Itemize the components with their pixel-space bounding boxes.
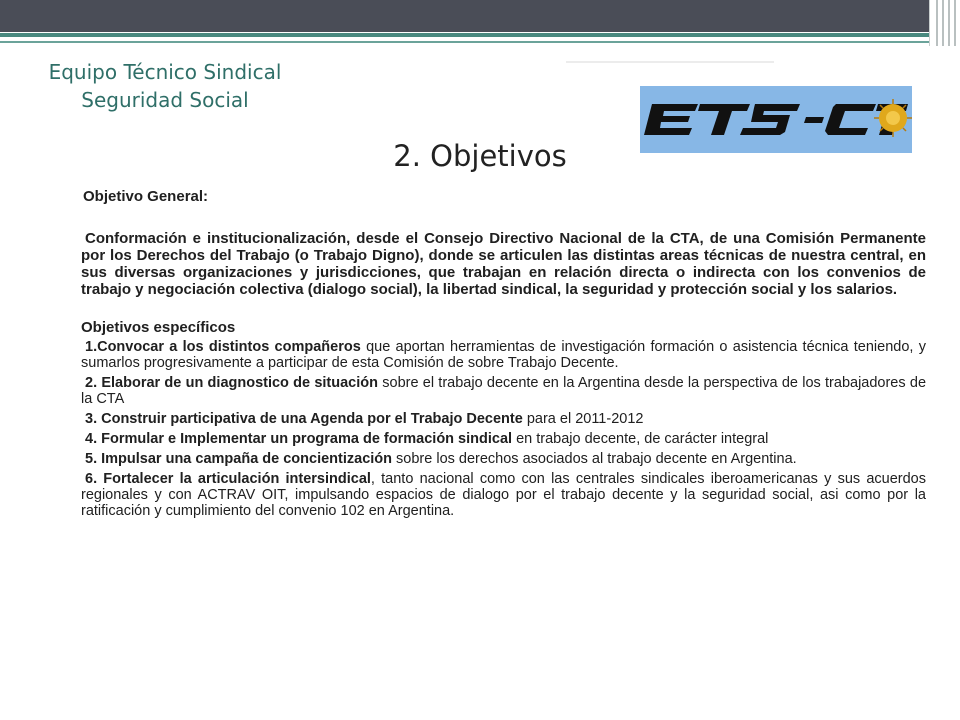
list-item [81, 375, 926, 407]
objective-detail: sobre los derechos asociados al trabajo decente en Argentina. [392, 451, 797, 467]
top-accent-line [0, 33, 960, 37]
general-objective-heading: Objetivo General: [83, 188, 209, 205]
objective-lead: 6. Fortalecer la articulación intersindical [85, 471, 371, 487]
specific-objectives-list [81, 339, 926, 519]
slide-title: 2. Objetivos [393, 139, 567, 173]
organization-name: Equipo Técnico Sindical [48, 60, 282, 84]
objective-detail: en trabajo decente, de carácter integral [512, 431, 769, 447]
objective-detail: sobre el trabajo decente en la Argentina desde la perspectiva de los trabajadores de la CTA [81, 375, 927, 407]
decorative-white-bar [570, 43, 888, 46]
objective-detail: , tanto nacional como con las centrales sindicales iberoamericanas y sus acuerdos regionales y con ACTRAV OIT, impulsando espacios de dialogo por el trabajo decente y la seguridad social, asi como por la ratificación y cumplimiento del convenio 102 en Argentina. [81, 471, 926, 519]
list-item [81, 339, 926, 371]
objective-lead: 5. Impulsar una campaña de concientización [85, 451, 393, 467]
list-item [81, 411, 926, 427]
organization-area: Seguridad Social [81, 88, 249, 112]
objective-lead: 1.Convocar a los distintos compañeros [85, 339, 361, 355]
top-bar [0, 0, 960, 32]
list-item [81, 451, 926, 467]
objective-detail: que aportan herramientas de investigación formación o asistencia técnica teniendo, y sumarlos progresivamente a participar de esta Comisión de sobre Trabajo Decente. [81, 339, 926, 371]
specific-objectives-heading: Objetivos específicos [81, 319, 236, 336]
list-item [81, 471, 926, 519]
objective-lead: 4. Formular e Implementar un programa de formación sindical [85, 431, 513, 447]
list-item [81, 431, 926, 447]
objective-lead: 2. Elaborar de un diagnostico de situación [85, 375, 378, 391]
decorative-line [566, 61, 774, 63]
slide-body [81, 188, 926, 519]
objective-lead: 3. Construir participativa de una Agenda por el Trabajo Decente [85, 411, 523, 427]
general-objective-text: Conformación e institucionalización, desde el Consejo Directivo Nacional de la CTA, de una Comisión Permanente por los Derechos del Trabajo (o Trabajo Digno), donde se articulen las distintas areas técnicas de nuestra central, en sus diversas organizaciones y jurisdicciones, que trabajan en relación directa o indirecta con los convenios de trabajo y negociación colectiva (dialogo social), la libertad sindical, la seguridad y protección social y los salarios. [81, 230, 926, 298]
decorative-stripes [929, 0, 960, 46]
organization-title [40, 58, 290, 114]
objective-detail: para el 2011-2012 [522, 411, 644, 427]
